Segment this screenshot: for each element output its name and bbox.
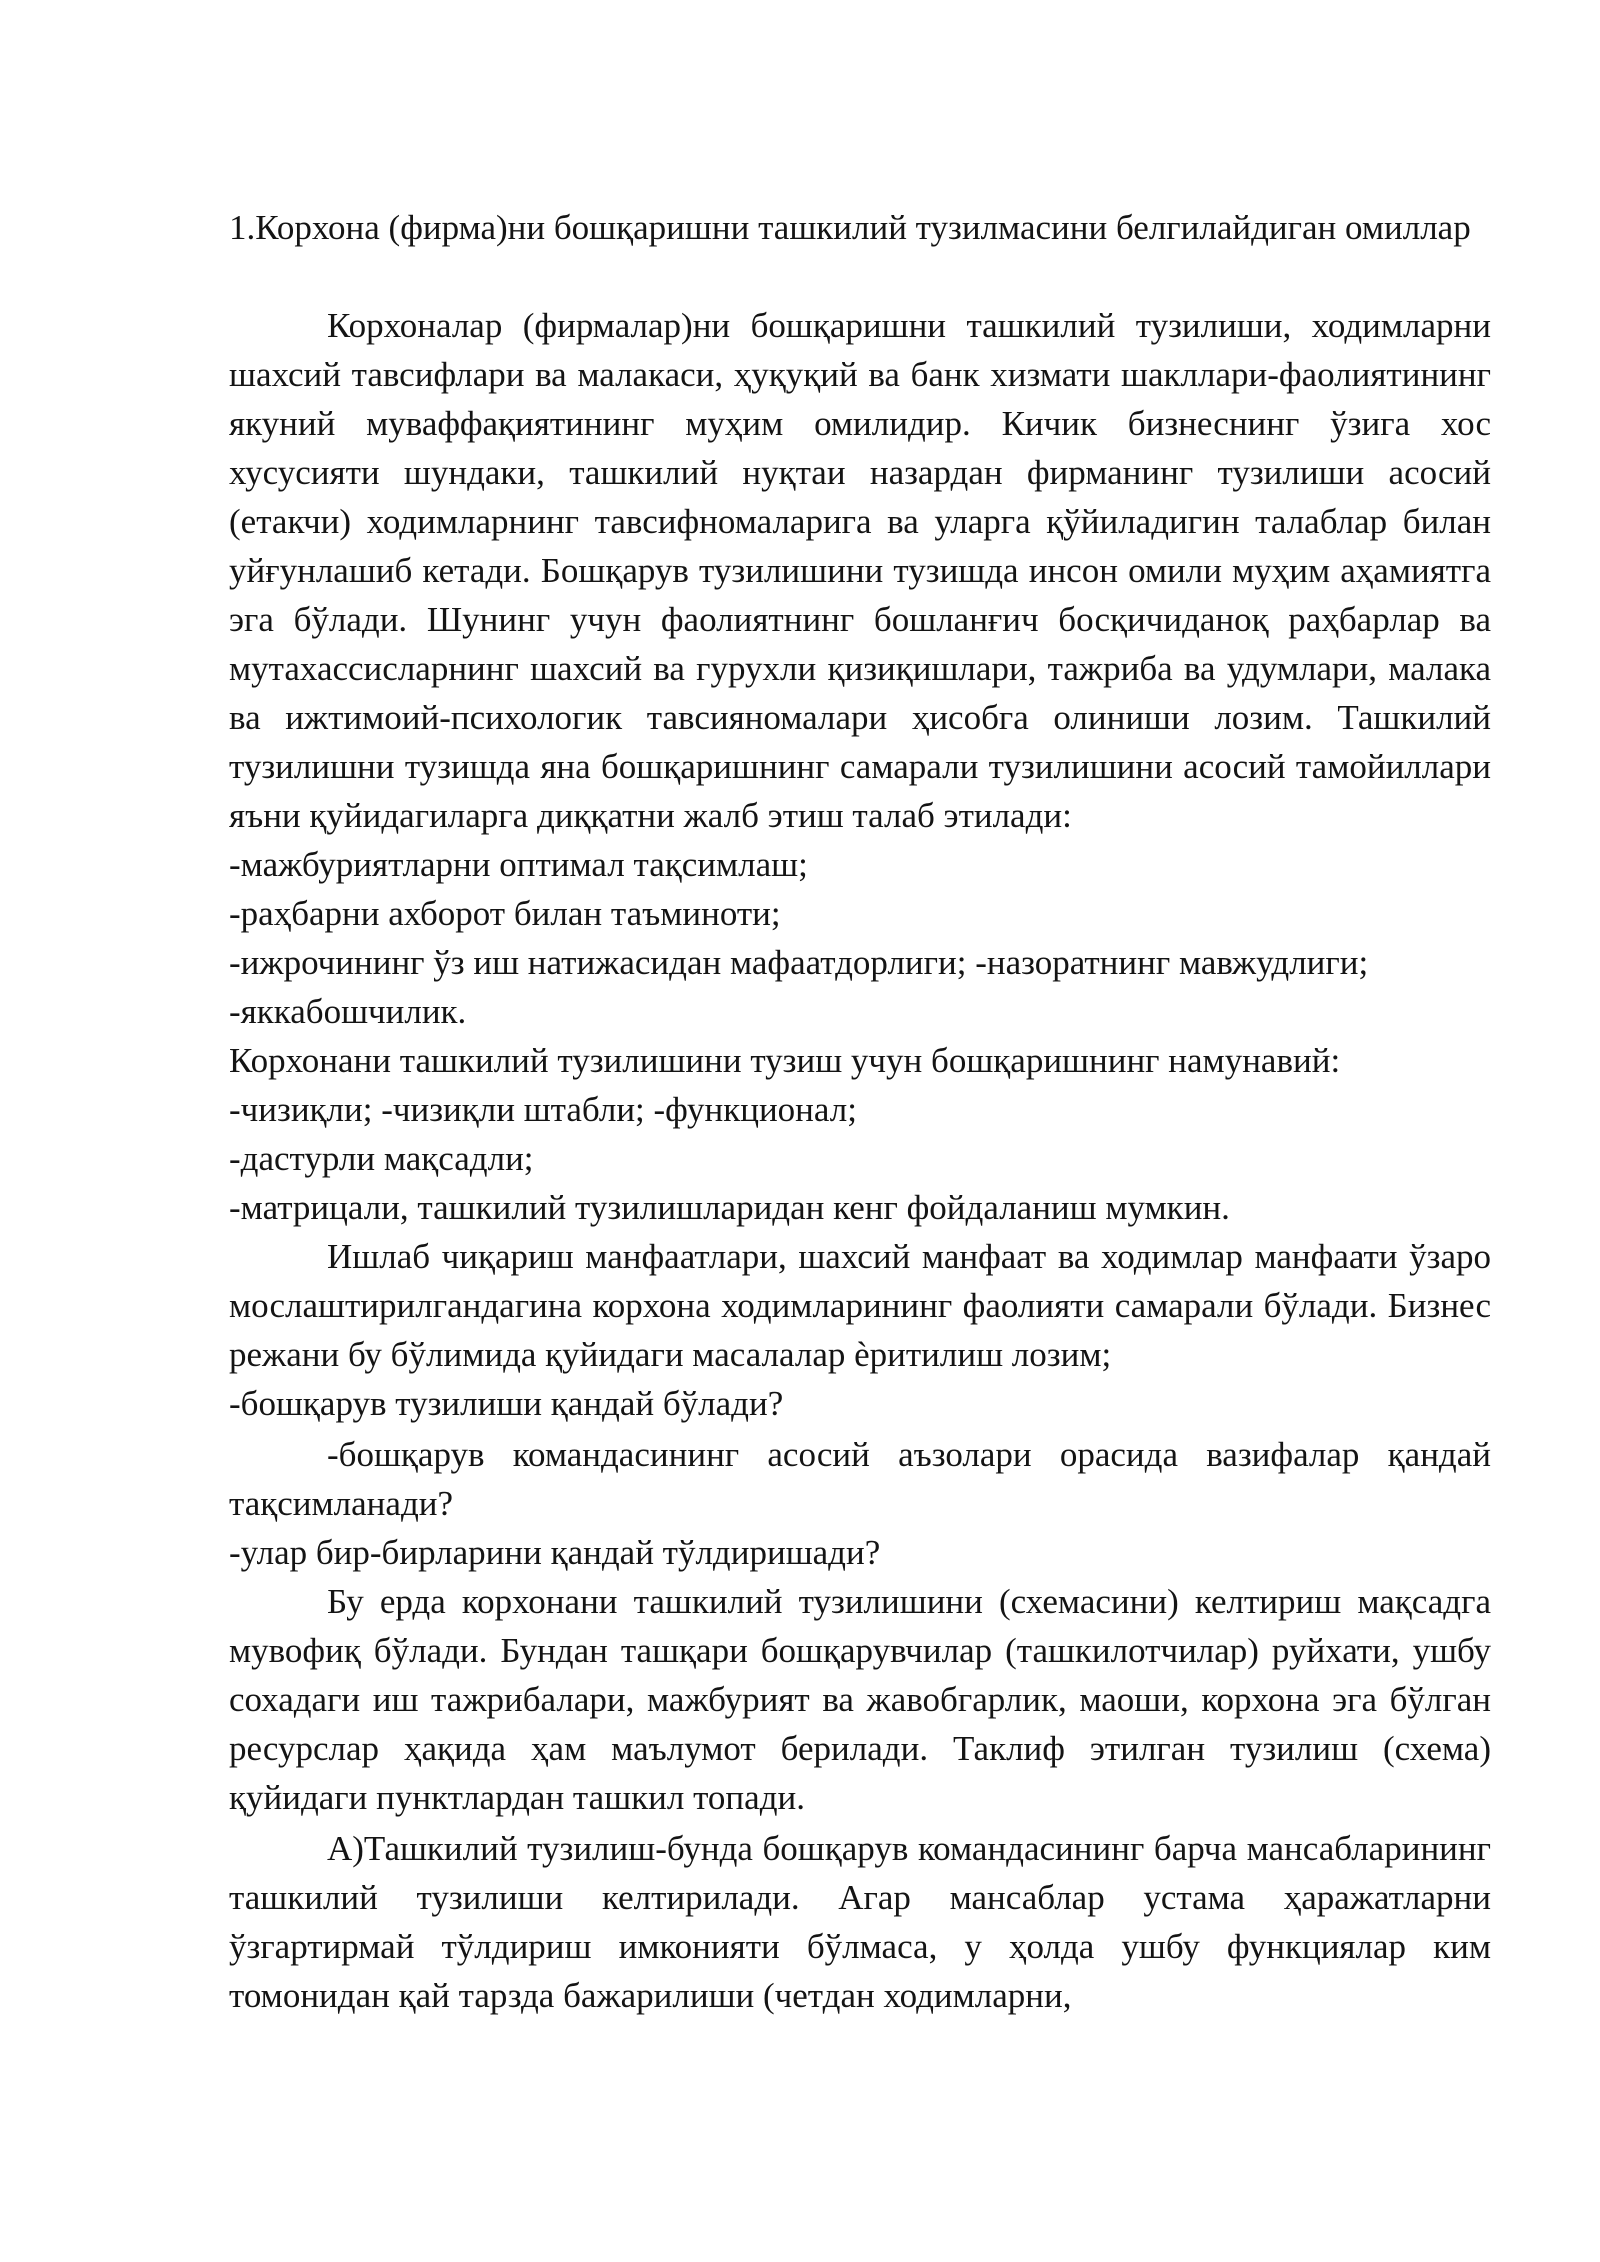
list-item: -дастурли мақсадли; xyxy=(229,1139,534,1178)
question-line: -бошқарув командасининг асосий аъзолари орасида вазифалар қандай тақсимланади? xyxy=(229,1435,1491,1523)
list-item: -раҳбарни ахборот билан таъминоти; xyxy=(229,894,781,933)
list-item: -матрицали, ташкилий тузилишларидан кенг фойдаланиш мумкин. xyxy=(229,1188,1230,1227)
question-line: -улар бир-бирларини қандай тўлдиришади? xyxy=(229,1533,881,1572)
list-item: -яккабошчилик. xyxy=(229,992,467,1031)
document-page xyxy=(229,203,1491,2020)
paragraph-interests: Ишлаб чиқариш манфаатлари, шахсий манфаат ва ходимлар манфаати ўзаро мослаштирилгандагина корхона ходимларининг фаолияти самарали бўлади. Бизнес режани бу бўлимида қуйидаги масалалар ѐритилиш лозим; xyxy=(229,1237,1491,1374)
list-item: -чизиқли; -чизиқли штабли; -функционал; xyxy=(229,1090,857,1129)
section-heading: 1.Корхона (фирма)ни бошқаришни ташкилий тузилмасини белгилайдиган омиллар xyxy=(229,208,1471,247)
question-line: -бошқарув тузилиши қандай бўлади? xyxy=(229,1384,784,1423)
paragraph-schema: Бу ерда корхонани ташкилий тузилишини (схемасини) келтириш мақсадга мувофиқ бўлади. Бундан ташқари бошқарувчилар (ташкилотчилар) руйхати, ушбу сохадаги иш тажрибалари, мажбурият ва жавобгарлик, маоши, корхона эга бўлган ресурслар ҳақида ҳам маълумот берилади. Таклиф этилган тузилиш (схема) қуйидаги пунктлардан ташкил топади. xyxy=(229,1582,1491,1817)
paragraph-org-structure: А)Ташкилий тузилиш-бунда бошқарув командасининг барча мансабларининг ташкилий тузилиши келтирилади. Агар мансаблар устама ҳаражатларни ўзгартирмай тўлдириш имконияти бўлмаса, у ҳолда ушбу функциялар ким томонидан қай тарзда бажарилиши (четдан ходимларни, xyxy=(229,1829,1491,2015)
structure-types-line: Корхонани ташкилий тузилишини тузиш учун бошқаришнинг намунавий: xyxy=(229,1041,1341,1080)
list-item: -ижрочининг ўз иш натижасидан мафаатдорлиги; -назоратнинг мавжудлиги; xyxy=(229,943,1369,982)
paragraph-intro: Корхоналар (фирмалар)ни бошқаришни ташкилий тузилиши, ходимларни шахсий тавсифлари ва малакаси, ҳуқуқий ва банк хизмати шакллари-фаолиятининг якуний муваффақиятининг муҳим омилидир. Кичик бизнеснинг ўзига хос хусусияти шундаки, ташкилий нуқтаи назардан фирманинг тузилиши асосий (етакчи) ходимларнинг тавсифномаларига ва уларга қўйиладигин талаблар билан уйғунлашиб кетади. Бошқарув тузилишини тузишда инсон омили муҳим аҳамиятга эга бўлади. Шунинг учун фаолиятнинг бошланғич босқичиданоқ раҳбарлар ва мутахассисларнинг шахсий ва гурухли қизиқишлари, тажриба ва удумлари, малака ва ижтимоий-психологик тавсияномалари ҳисобга олиниши лозим. Ташкилий тузилишни тузишда яна бошқаришнинг самарали тузилишини асосий тамойиллари яъни қуйидагиларга диққатни жалб этиш талаб этилади: xyxy=(229,306,1491,835)
list-item: -мажбуриятларни оптимал тақсимлаш; xyxy=(229,845,808,884)
